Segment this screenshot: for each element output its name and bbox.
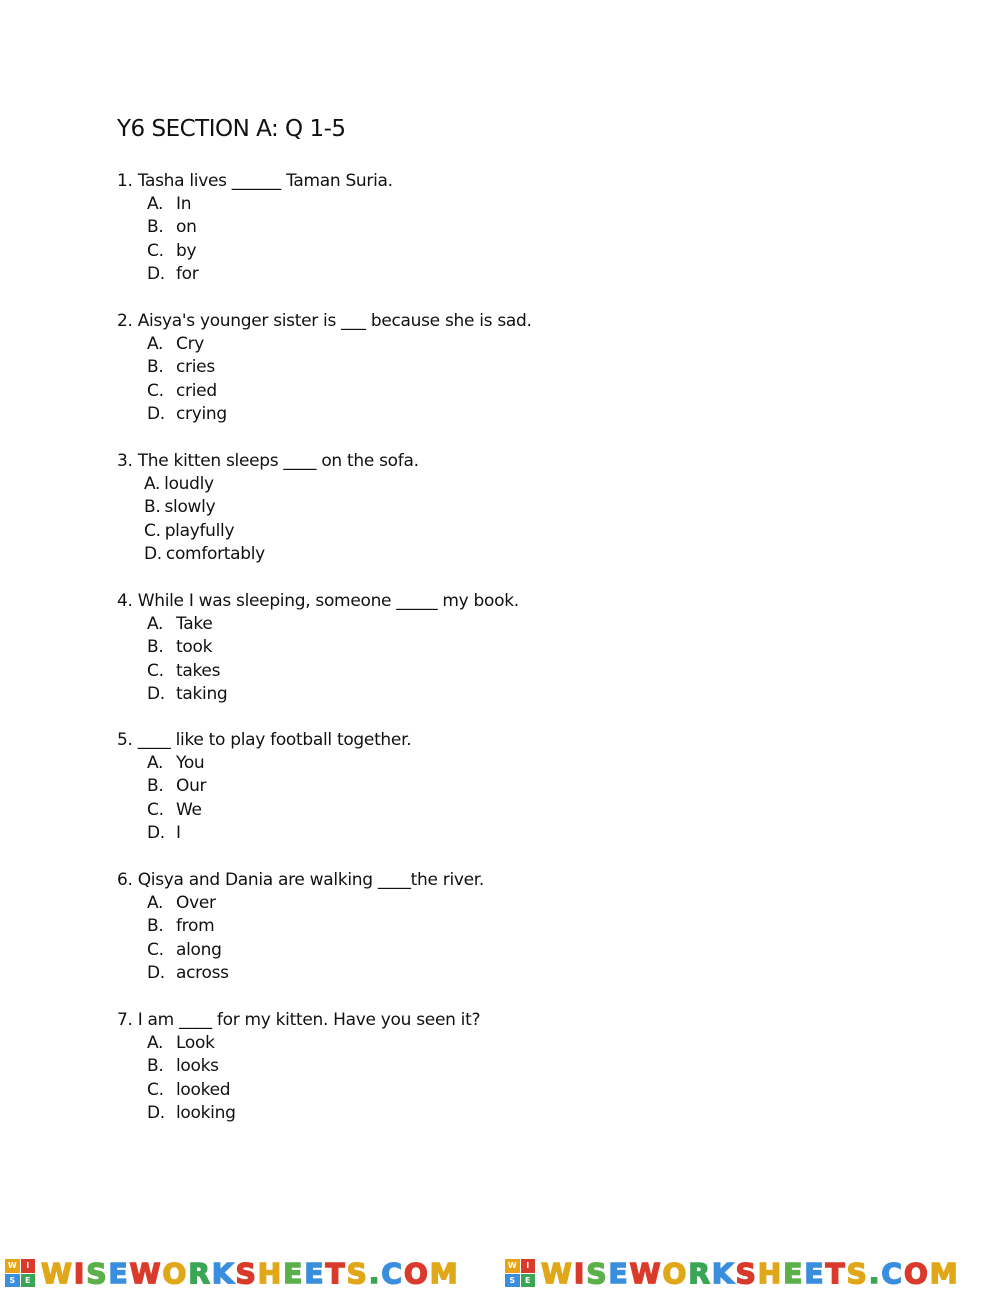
question-stem: 1. Tasha lives ______ Taman Suria. — [117, 171, 393, 191]
wiseworksheets-logo-icon — [5, 1259, 35, 1287]
question-2 — [117, 310, 817, 426]
question-3 — [117, 450, 817, 566]
watermark-brand[interactable] — [505, 1257, 1000, 1290]
option-d[interactable]: D. for — [147, 263, 199, 284]
watermark-letter: K — [211, 1256, 236, 1290]
question-4 — [117, 590, 817, 706]
option-d[interactable]: D. comfortably — [144, 543, 265, 564]
option-a[interactable]: A. Cry — [147, 334, 205, 355]
watermark-letter: S — [735, 1256, 758, 1290]
logo-tile: S — [505, 1274, 520, 1288]
option-a[interactable]: A. You — [147, 753, 205, 774]
question-stem: 5. ____ like to play football together. — [117, 730, 412, 750]
watermark-letter: S — [235, 1256, 258, 1290]
option-c[interactable]: C. takes — [147, 660, 221, 681]
option-b[interactable]: B. on — [147, 217, 197, 238]
option-d[interactable]: D. looking — [147, 1102, 236, 1123]
watermark-text — [541, 1257, 960, 1290]
watermark-letter: S — [86, 1256, 109, 1290]
option-b[interactable]: B. looks — [147, 1056, 219, 1077]
logo-tile: E — [21, 1274, 36, 1288]
watermark-letter: S — [586, 1256, 609, 1290]
question-stem: 4. While I was sleeping, someone _____ my book. — [117, 591, 519, 611]
option-b[interactable]: B. took — [147, 637, 213, 658]
watermark-letter: W — [541, 1256, 574, 1290]
watermark-letter: E — [108, 1256, 130, 1290]
option-b[interactable]: B. cries — [147, 357, 215, 378]
option-a[interactable]: A. In — [147, 194, 192, 215]
watermark-letter: O — [903, 1256, 930, 1290]
watermark-brand[interactable] — [5, 1257, 500, 1290]
question-stem: 7. I am ____ for my kitten. Have you seen it? — [117, 1010, 481, 1030]
question-1 — [117, 170, 817, 286]
logo-tile: S — [5, 1274, 20, 1288]
watermark-letter: K — [711, 1256, 736, 1290]
option-a[interactable]: A. Take — [147, 614, 213, 635]
watermark-letter: O — [662, 1256, 689, 1290]
option-a[interactable]: A. loudly — [144, 474, 214, 495]
watermark-letter: E — [608, 1256, 630, 1290]
option-c[interactable]: C. playfully — [144, 520, 235, 541]
watermark-text — [41, 1257, 460, 1290]
watermark-letter: C — [881, 1256, 904, 1290]
logo-tile: I — [21, 1259, 36, 1273]
watermark-letter: E — [304, 1256, 326, 1290]
option-c[interactable]: C. We — [147, 799, 202, 820]
question-5 — [117, 729, 817, 845]
watermark-letter: O — [403, 1256, 430, 1290]
option-d[interactable]: D. across — [147, 962, 229, 983]
watermark-footer — [0, 1255, 1000, 1291]
watermark-letter: I — [73, 1256, 87, 1290]
logo-tile: E — [521, 1274, 536, 1288]
watermark-letter: W — [629, 1256, 663, 1290]
watermark-letter: T — [325, 1256, 347, 1290]
option-d[interactable]: D. taking — [147, 683, 228, 704]
watermark-letter: . — [868, 1256, 882, 1290]
logo-tile: I — [521, 1259, 536, 1273]
option-b[interactable]: B. Our — [147, 776, 207, 797]
question-stem: 2. Aisya's younger sister is ___ because she is sad. — [117, 311, 532, 331]
question-6 — [117, 869, 817, 985]
watermark-letter: M — [929, 1256, 960, 1290]
option-c[interactable]: C. by — [147, 240, 197, 261]
wiseworksheets-logo-icon — [505, 1259, 535, 1287]
watermark-letter: E — [783, 1256, 805, 1290]
option-c[interactable]: C. cried — [147, 380, 217, 401]
watermark-letter: R — [188, 1256, 212, 1290]
option-a[interactable]: A. Look — [147, 1033, 215, 1054]
watermark-letter: W — [129, 1256, 163, 1290]
logo-tile: W — [5, 1259, 20, 1273]
option-c[interactable]: C. looked — [147, 1079, 231, 1100]
question-stem: 6. Qisya and Dania are walking ____the river. — [117, 870, 485, 890]
watermark-letter: O — [162, 1256, 189, 1290]
option-b[interactable]: B. from — [147, 916, 215, 937]
watermark-letter: H — [257, 1256, 284, 1290]
option-c[interactable]: C. along — [147, 939, 222, 960]
question-7 — [117, 1009, 817, 1125]
watermark-letter: M — [429, 1256, 460, 1290]
watermark-letter: H — [757, 1256, 784, 1290]
watermark-letter: I — [573, 1256, 587, 1290]
option-d[interactable]: D. crying — [147, 403, 227, 424]
watermark-letter: . — [368, 1256, 382, 1290]
watermark-letter: W — [41, 1256, 74, 1290]
watermark-letter: E — [804, 1256, 826, 1290]
watermark-letter: T — [825, 1256, 847, 1290]
watermark-letter: S — [846, 1256, 869, 1290]
watermark-letter: R — [688, 1256, 712, 1290]
option-b[interactable]: B. slowly — [144, 497, 216, 518]
watermark-letter: C — [381, 1256, 404, 1290]
question-stem: 3. The kitten sleeps ____ on the sofa. — [117, 451, 419, 471]
watermark-letter: E — [283, 1256, 305, 1290]
worksheet-title: Y6 SECTION A: Q 1-5 — [117, 116, 346, 142]
option-a[interactable]: A. Over — [147, 893, 216, 914]
option-d[interactable]: D. I — [147, 822, 181, 843]
watermark-letter: S — [346, 1256, 369, 1290]
logo-tile: W — [505, 1259, 520, 1273]
